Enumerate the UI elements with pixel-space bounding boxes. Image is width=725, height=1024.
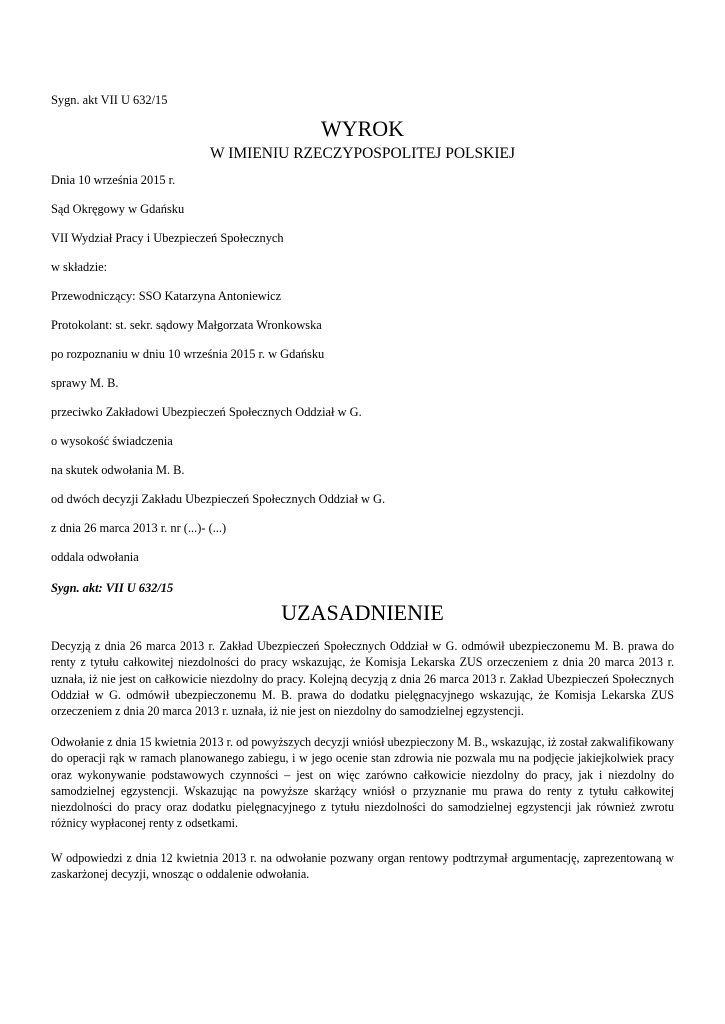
judgment-date: Dnia 10 września 2015 r. xyxy=(51,173,176,187)
court-division: VII Wydział Pracy i Ubezpieczeń Społecznych xyxy=(51,231,284,245)
justification-paragraph-2: Odwołanie z dnia 15 kwietnia 2013 r. od powyższych decyzji wniósł ubezpieczony M. B., wskazując, iż został zakwalifikowany do operacji rąk w ramach planowanego zabiegu, i w jego ocenie stan zdrowia nie pozwala mu na podjęcie jakiejkolwiek pracy oraz wykonywanie podstawowych czynności – jest on więc zarówno całkowicie niezdolny do pracy, jak i niezdolny do samodzielnej egzystencji. Wskazując na powyższe skarżący wniósł o przyznanie mu prawa do renty z tytułu całkowitej niezdolności do pracy oraz dodatku pielęgnacyjnego z tytułu niezdolności do samodzielnej egzystencji jak również zwrotu różnicy wypłaconej renty z odsetkami. xyxy=(51,735,674,831)
composition-label: w składzie: xyxy=(51,260,108,274)
case-number: Sygn. akt VII U 632/15 xyxy=(51,93,168,107)
judgment-title: WYROK xyxy=(320,116,405,141)
decision-date: z dnia 26 marca 2013 r. nr (...)- (...) xyxy=(51,521,227,535)
appealed-decisions: od dwóch decyzji Zakładu Ubezpieczeń Społecznych Oddział w G. xyxy=(51,492,386,506)
opposing-party: przeciwko Zakładowi Ubezpieczeń Społecznych Oddział w G. xyxy=(51,405,362,419)
court-name: Sąd Okręgowy w Gdańsku xyxy=(51,202,185,216)
justification-paragraph-3: W odpowiedzi z dnia 12 kwietnia 2013 r. na odwołanie pozwany organ rentowy podtrzymał argumentację, zaprezentowaną w zaskarżonej decyzji, wnosząc o oddalenie odwołania. xyxy=(51,851,674,882)
appeal-source: na skutek odwołania M. B. xyxy=(51,463,185,477)
case-subject: o wysokość świadczenia xyxy=(51,434,173,448)
justification-case-number: Sygn. akt: VII U 632/15 xyxy=(51,581,174,595)
hearing-info: po rozpoznaniu w dniu 10 września 2015 r. w Gdańsku xyxy=(51,347,325,361)
court-reporter: Protokolant: st. sekr. sądowy Małgorzata Wronkowska xyxy=(51,318,322,332)
justification-paragraph-1: Decyzją z dnia 26 marca 2013 r. Zakład Ubezpieczeń Społecznych Oddział w G. odmówił ubezpieczonemu M. B. prawa do renty z tytułu całkowitej niezdolności do pracy wskazując, że Komisja Lekarska ZUS orzeczeniem z dnia 20 marca 2013 r. uznała, iż nie jest on całkowicie niezdolny do pracy. Kolejną decyzją z dnia 26 marca 2013 r. Zakład Ubezpieczeń Społecznych Oddział w G. odmówił ubezpieczonemu M. B. prawa do dodatku pielęgnacyjnego wskazując, że Komisja Lekarska ZUS orzeczeniem z dnia 20 marca 2013 r. uznała, iż nie jest on niezdolny do samodzielnej egzystencji. xyxy=(51,639,674,719)
justification-title: UZASADNIENIE xyxy=(281,600,444,625)
judgment-subtitle: W IMIENIU RZECZYPOSPOLITEJ POLSKIEJ xyxy=(210,145,515,162)
verdict: oddala odwołania xyxy=(51,550,139,564)
presiding-judge: Przewodniczący: SSO Katarzyna Antoniewicz xyxy=(51,289,282,303)
case-party: sprawy M. B. xyxy=(51,376,119,390)
